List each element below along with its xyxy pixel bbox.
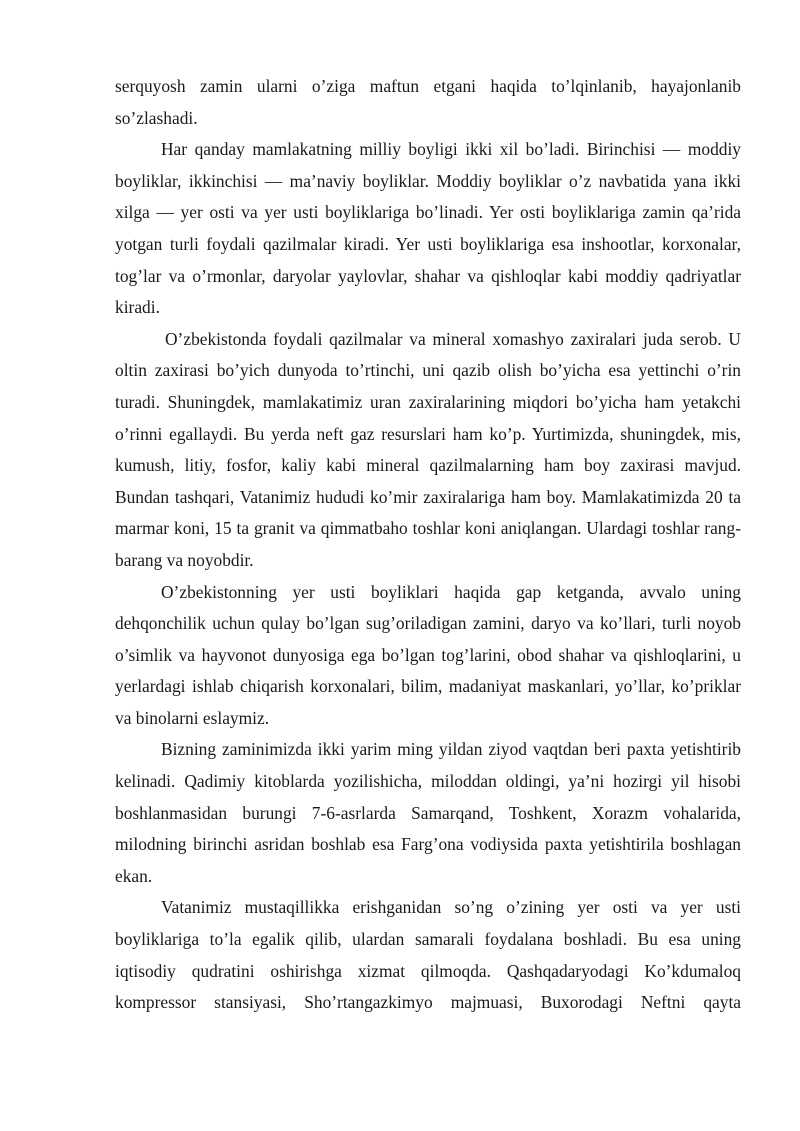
paragraph-surface-wealth: O’zbekistonning yer usti boyliklari haqida gap ketganda, avvalo uning dehqonchilik uchun qulay bo’lgan sug’oriladigan zamini, daryo va ko’llari, turli noyob o’simlik va hayvonot dunyosiga ega bo’lgan tog’larini, obod shahar va qishloqlarini, u yerlardagi ishlab chiqarish korxonalari, bilim, madaniyat maskanlari, yo’llar, ko’priklar va binolarni eslaymiz.	[115, 581, 741, 728]
paragraph-independence: Vatanimiz mustaqillikka erishganidan so’ng o’zining yer osti va yer usti boyliklariga to’la egalik qilib, ulardan samarali foydalana boshladi. Bu esa uning iqtisodiy qudratini oshirishga xizmat qilmoqda. Qashqadaryodagi Ko’kdumaloq kompressor stansiyasi, Sho’rtangazkimyo majmuasi, Buxorodagi Neftni qayta	[115, 897, 741, 1013]
paragraph-wealth-types: Har qanday mamlakatning milliy boyligi ikki xil bo’ladi. Birinchisi — moddiy boyliklar, ikkinchisi — ma’naviy boyliklar. Moddiy boyliklar o’z navbatida yana ikki xilga — yer osti va yer usti boyliklariga bo’linadi. Yer osti boyliklariga zamin qa’rida yotgan turli foydali qazilmalar kiradi. Yer usti boyliklariga esa inshootlar, korxonalar, tog’lar va o’rmonlar, daryolar yaylovlar, shahar va qishloqlar kabi moddiy qadriyatlar kiradi.	[115, 139, 741, 318]
paragraph-cotton-history: Bizning zaminimizda ikki yarim ming yildan ziyod vaqtdan beri paxta yetishtirib kelinadi. Qadimiy kitoblarda yozilishicha, miloddan oldingi, ya’ni hozirgi yil hisobi boshlanmasidan burungi 7-6-asrlarda Samarqand, Toshkent, Xorazm vohalarida, milodning birinchi asridan boshlab esa Farg’ona vodiysida paxta yetishtirila boshlagan ekan.	[115, 739, 741, 886]
paragraph-mineral-resources: O’zbekistonda foydali qazilmalar va mineral xomashyo zaxiralari juda serob. U oltin zaxirasi bo’yich dunyoda to’rtinchi, uni qazib olish bo’yicha esa yettinchi o’rin turadi. Shuningdek, mamlakatimiz uran zaxiralarining miqdori bo’yicha ham yetakchi o’rinni egallaydi. Bu yerda neft gaz resurslari ham ko’p. Yurtimizda, shuningdek, mis, kumush, litiy, fosfor, kaliy kabi mineral qazilmalarning ham boy zaxirasi mavjud. Bundan tashqari, Vatanimiz hududi ko’mir zaxiralariga ham boy. Mamlakatimizda 20 ta marmar koni, 15 ta granit va qimmatbaho toshlar koni aniqlangan. Ulardagi toshlar rang-barang va noyobdir.	[115, 328, 741, 570]
document-body	[115, 71, 741, 1019]
paragraph-continuation: serquyosh zamin ularni o’ziga maftun etgani haqida to’lqinlanib, hayajonlanib so’zlashadi.	[115, 76, 741, 128]
